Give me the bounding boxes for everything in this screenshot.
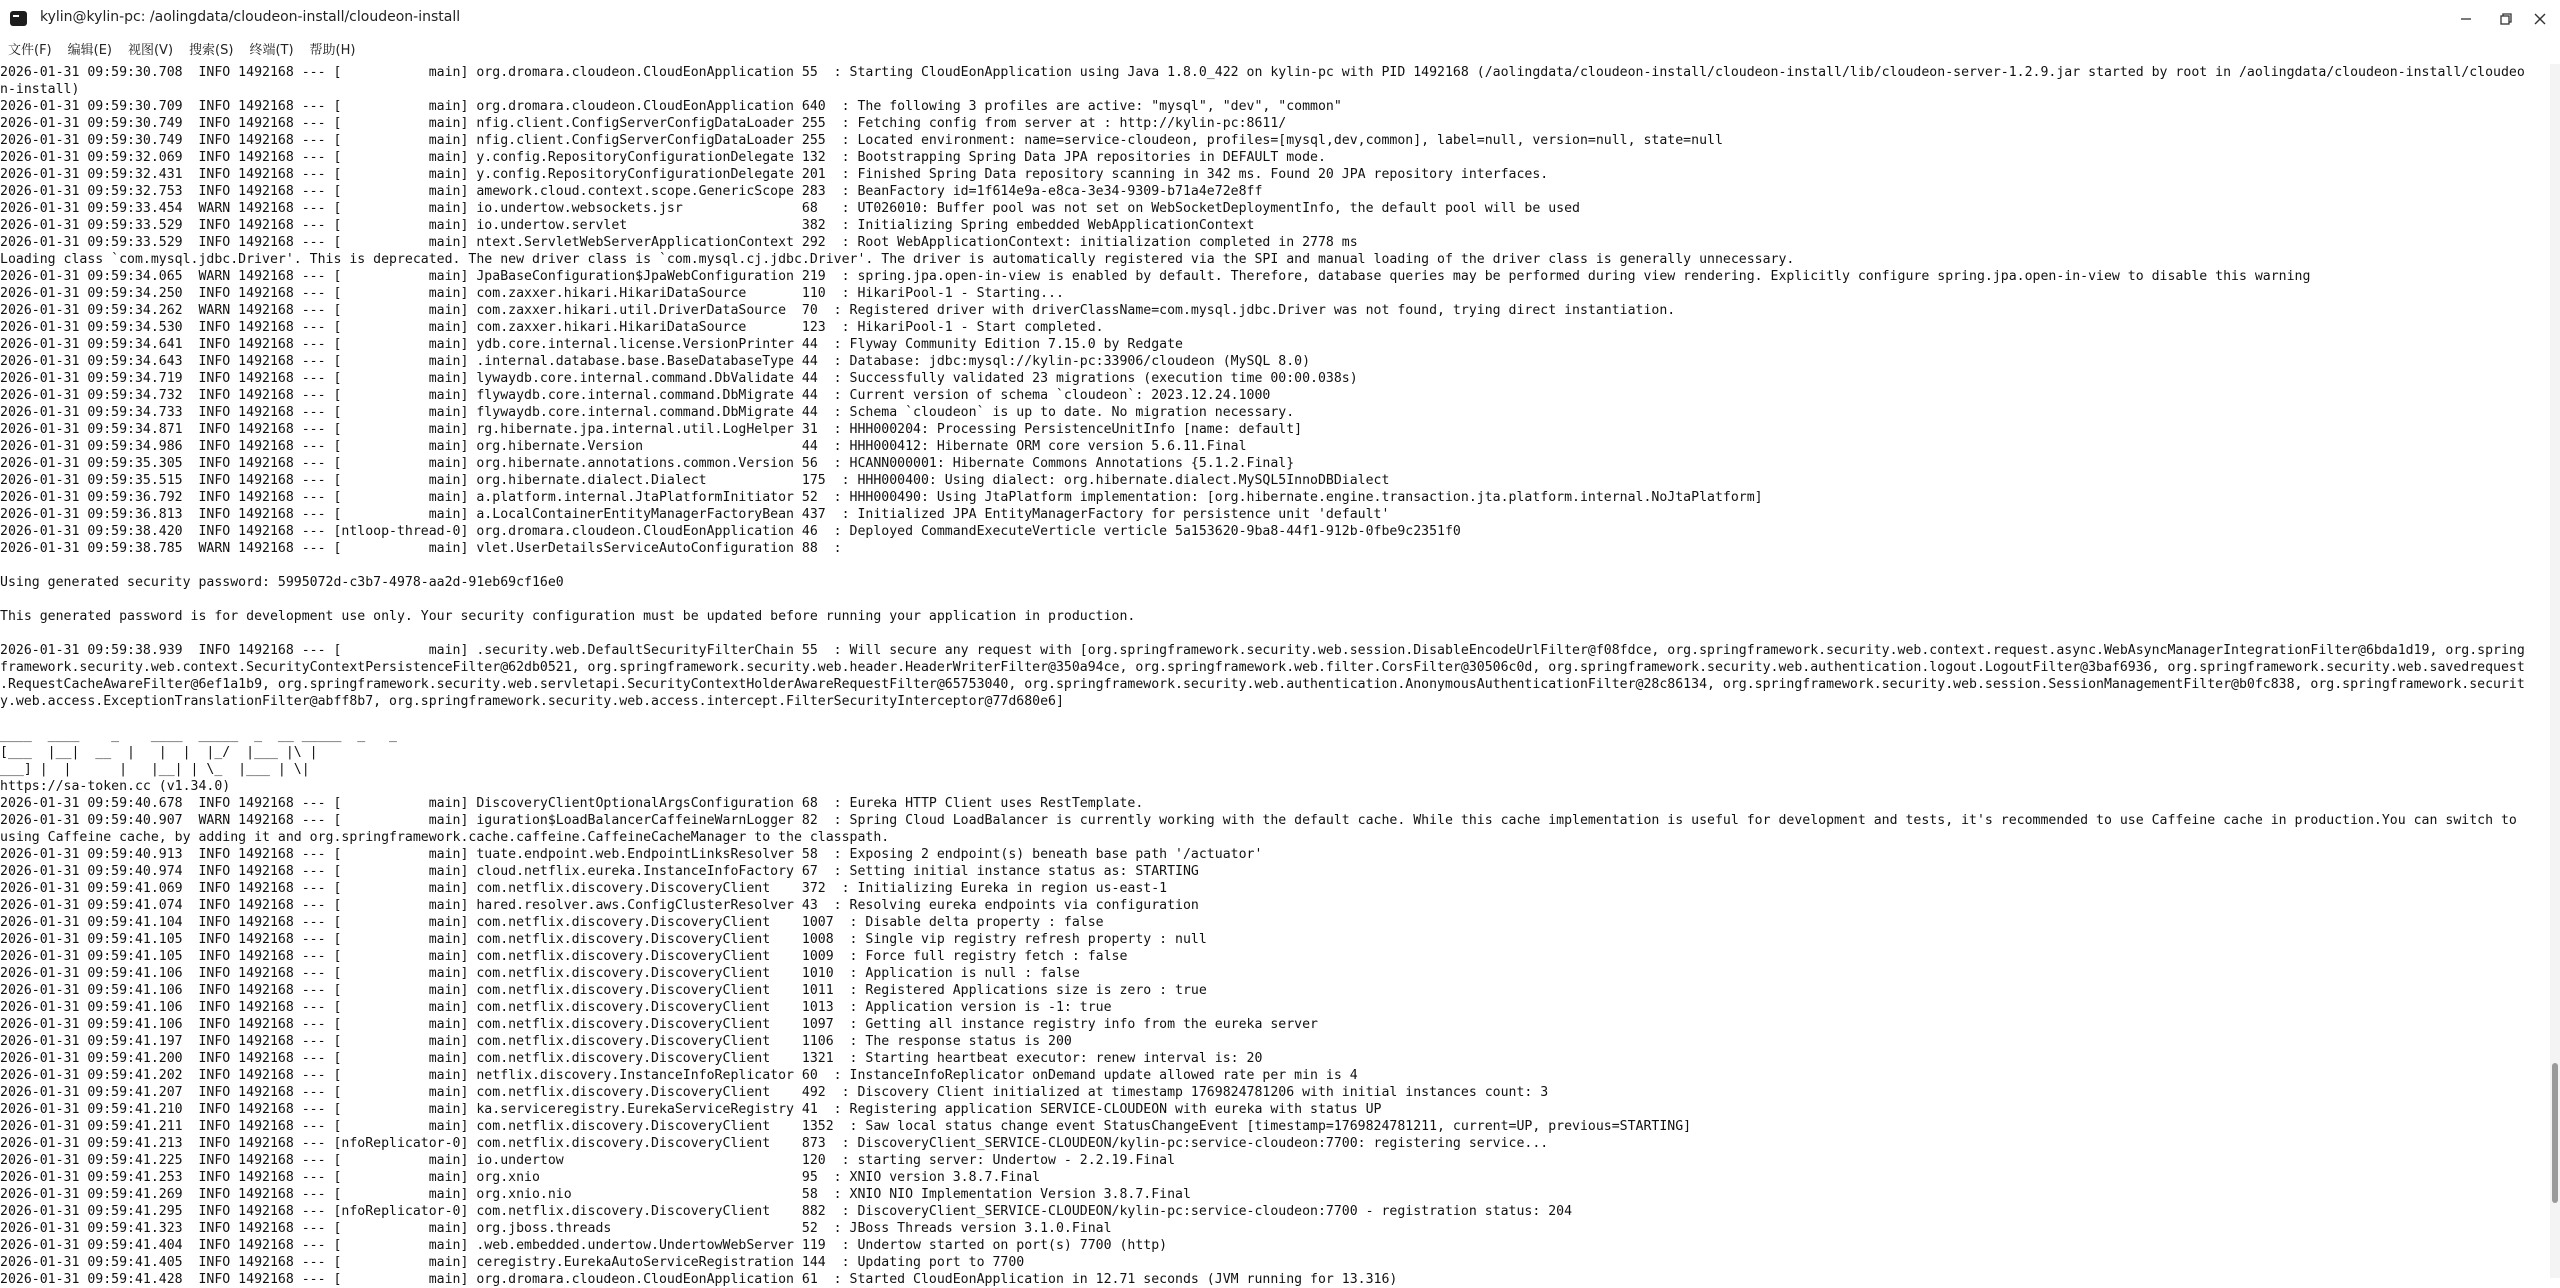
terminal-line: 2026-01-31 09:59:40.678 INFO 1492168 --- [ main] DiscoveryClientOptionalArgsConfiguration 68 : Eureka HTTP Client uses RestTemplate.: [0, 796, 1144, 811]
terminal-line: 2026-01-31 09:59:41.405 INFO 1492168 --- [ main] ceregistry.EurekaAutoServiceRegistration 144 : Updating port to 7700: [0, 1255, 1025, 1270]
terminal-line: 2026-01-31 09:59:41.428 INFO 1492168 --- [ main] org.dromara.cloudeon.CloudEonApplication 61 : Started CloudEonApplication in 12.71 seconds (JVM running for 13.316): [0, 1272, 1398, 1287]
terminal-line: 2026-01-31 09:59:38.939 INFO 1492168 --- [ main] .security.web.DefaultSecurityFilterChain 55 : Will secure any request with [org.springframework.security.web.session.DisableEncodeUrlFilter@f08fdce, org.springframework.security.web.context.request.async.WebAsyncManagerIntegrationFilter@6bda1d19, org.spring: [0, 643, 2525, 658]
terminal-line: 2026-01-31 09:59:34.986 INFO 1492168 --- [ main] org.hibernate.Version 44 : HHH000412: Hibernate ORM core version 5.6.11.Final: [0, 439, 1247, 454]
terminal-line: 2026-01-31 09:59:41.202 INFO 1492168 --- [ main] netflix.discovery.InstanceInfoReplicator 60 : InstanceInfoReplicator onDemand update allowed rate per min is 4: [0, 1068, 1358, 1083]
terminal-line: 2026-01-31 09:59:40.907 WARN 1492168 --- [ main] iguration$LoadBalancerCaffeineWarnLogger 82 : Spring Cloud LoadBalancer is currently working with the default cache. While this cache implementation is useful for development and tests, it's recommended to use Caffeine cache in production.You can switch to: [0, 813, 2517, 828]
terminal-line: 2026-01-31 09:59:36.792 INFO 1492168 --- [ main] a.platform.internal.JtaPlatformInitiator 52 : HHH000490: Using JtaPlatform implementation: [org.hibernate.engine.transaction.jta.platform.internal.NoJtaPlatform]: [0, 490, 1763, 505]
menu-view[interactable]: 视图(V): [127, 43, 174, 58]
terminal-line: 2026-01-31 09:59:41.106 INFO 1492168 --- [ main] com.netflix.discovery.DiscoveryClient 1011 : Registered Applications size is zero : true: [0, 983, 1207, 998]
terminal-line: [0, 591, 2550, 608]
terminal-line: 2026-01-31 09:59:41.323 INFO 1492168 --- [ main] org.jboss.threads 52 : JBoss Threads version 3.1.0.Final: [0, 1221, 1112, 1236]
terminal-line: 2026-01-31 09:59:40.974 INFO 1492168 --- [ main] cloud.netflix.eureka.InstanceInfoFactory 67 : Setting initial instance status as: STARTING: [0, 864, 1199, 879]
terminal-line: 2026-01-31 09:59:41.211 INFO 1492168 --- [ main] com.netflix.discovery.DiscoveryClient 1352 : Saw local status change event StatusChangeEvent [timestamp=1769824781211, current=UP, previous=STARTING]: [0, 1119, 1692, 1134]
terminal-line: 2026-01-31 09:59:41.269 INFO 1492168 --- [ main] org.xnio.nio 58 : XNIO NIO Implementation Version 3.8.7.Final: [0, 1187, 1191, 1202]
terminal-line: 2026-01-31 09:59:30.749 INFO 1492168 --- [ main] nfig.client.ConfigServerConfigDataLoader 255 : Located environment: name=service-cloudeon, profiles=[mysql,dev,common], label=null, version=null, state=null: [0, 133, 1723, 148]
terminal-line: framework.security.web.context.SecurityContextPersistenceFilter@62db0521, org.springframework.security.web.header.HeaderWriterFilter@350a94ce, org.springframework.web.filter.CorsFilter@30506c0d, org.springframework.security.web.authentication.logout.LogoutFilter@3baf6936, org.springframework.security.web.savedrequest: [0, 660, 2525, 675]
terminal-line: ____ ____ _ ____ _____ _ __ _____ _ _: [0, 728, 397, 743]
terminal-line: 2026-01-31 09:59:34.719 INFO 1492168 --- [ main] lywaydb.core.internal.command.DbValidate 44 : Successfully validated 23 migrations (execution time 00:00.038s): [0, 371, 1358, 386]
terminal-line: 2026-01-31 09:59:41.207 INFO 1492168 --- [ main] com.netflix.discovery.DiscoveryClient 492 : Discovery Client initialized at timestamp 1769824781206 with initial instances count: 3: [0, 1085, 1549, 1100]
terminal-line: 2026-01-31 09:59:30.749 INFO 1492168 --- [ main] nfig.client.ConfigServerConfigDataLoader 255 : Fetching config from server at : http://kylin-pc:8611/: [0, 116, 1287, 131]
terminal-line: https://sa-token.cc (v1.34.0): [0, 779, 231, 794]
terminal-line: 2026-01-31 09:59:34.262 WARN 1492168 --- [ main] com.zaxxer.hikari.util.DriverDataSource 70 : Registered driver with driverClassName=com.mysql.jdbc.Driver was not found, trying direct instantiation.: [0, 303, 1676, 318]
terminal-line: 2026-01-31 09:59:30.708 INFO 1492168 --- [ main] org.dromara.cloudeon.CloudEonApplication 55 : Starting CloudEonApplication using Java 1.8.0_422 on kylin-pc with PID 1492168 (/aolingdata/cloudeon-install/cloudeon-install/lib/cloudeon-server-1.2.9.jar started by root in /aolingdata/cloudeon-install/cloudeo: [0, 65, 2525, 80]
menu-help[interactable]: 帮助(H): [309, 43, 356, 58]
terminal-line: 2026-01-31 09:59:41.104 INFO 1492168 --- [ main] com.netflix.discovery.DiscoveryClient 1007 : Disable delta property : false: [0, 915, 1104, 930]
terminal-line: Using generated security password: 5995072d-c3b7-4978-aa2d-91eb69cf16e0: [0, 575, 564, 590]
terminal-output[interactable]: [0, 64, 2550, 1287]
terminal-line: 2026-01-31 09:59:34.643 INFO 1492168 --- [ main] .internal.database.base.BaseDatabaseType 44 : Database: jdbc:mysql://kylin-pc:33906/cloudeon (MySQL 8.0): [0, 354, 1311, 369]
terminal-line: 2026-01-31 09:59:41.106 INFO 1492168 --- [ main] com.netflix.discovery.DiscoveryClient 1013 : Application version is -1: true: [0, 1000, 1112, 1015]
terminal-line: 2026-01-31 09:59:41.105 INFO 1492168 --- [ main] com.netflix.discovery.DiscoveryClient 1008 : Single vip registry refresh property : null: [0, 932, 1207, 947]
terminal-line: n-install): [0, 82, 80, 97]
close-button[interactable]: [2524, 3, 2556, 35]
terminal-line: 2026-01-31 09:59:41.253 INFO 1492168 --- [ main] org.xnio 95 : XNIO version 3.8.7.Final: [0, 1170, 1041, 1185]
terminal-line: 2026-01-31 09:59:36.813 INFO 1492168 --- [ main] a.LocalContainerEntityManagerFactoryBean 437 : Initialized JPA EntityManagerFactory for persistence unit 'default': [0, 507, 1390, 522]
terminal-line: [0, 625, 2550, 642]
terminal-line: 2026-01-31 09:59:38.785 WARN 1492168 --- [ main] vlet.UserDetailsServiceAutoConfiguration 88 :: [0, 541, 842, 556]
terminal-line: using Caffeine cache, by adding it and org.springframework.cache.caffeine.CaffeineCacheManager to the classpath.: [0, 830, 890, 845]
terminal-line: ___] | | | |__| | \_ |___ | \|: [0, 762, 310, 777]
terminal-line: 2026-01-31 09:59:41.105 INFO 1492168 --- [ main] com.netflix.discovery.DiscoveryClient 1009 : Force full registry fetch : false: [0, 949, 1128, 964]
terminal-line: 2026-01-31 09:59:32.069 INFO 1492168 --- [ main] y.config.RepositoryConfigurationDelegate 132 : Bootstrapping Spring Data JPA repositories in DEFAULT mode.: [0, 150, 1326, 165]
terminal-line: [0, 557, 2550, 574]
terminal-line: 2026-01-31 09:59:41.225 INFO 1492168 --- [ main] io.undertow 120 : starting server: Undertow - 2.2.19.Final: [0, 1153, 1176, 1168]
terminal-line: 2026-01-31 09:59:41.106 INFO 1492168 --- [ main] com.netflix.discovery.DiscoveryClient 1010 : Application is null : false: [0, 966, 1080, 981]
terminal-line: 2026-01-31 09:59:41.213 INFO 1492168 --- [nfoReplicator-0] com.netflix.discovery.DiscoveryClient 873 : DiscoveryClient_SERVICE-CLOUDEON/kylin-pc:service-cloudeon:7700: registering service...: [0, 1136, 1549, 1151]
terminal-line: [___ |__| __ | | | |_/ |___ |\ |: [0, 745, 318, 760]
terminal-line: 2026-01-31 09:59:34.641 INFO 1492168 --- [ main] ydb.core.internal.license.VersionPrinter 44 : Flyway Community Edition 7.15.0 by Redgate: [0, 337, 1183, 352]
terminal-line: 2026-01-31 09:59:35.515 INFO 1492168 --- [ main] org.hibernate.dialect.Dialect 175 : HHH000400: Using dialect: org.hibernate.dialect.MySQL5InnoDBDialect: [0, 473, 1390, 488]
menu-bar: [0, 38, 2560, 64]
terminal-line: 2026-01-31 09:59:41.200 INFO 1492168 --- [ main] com.netflix.discovery.DiscoveryClient 1321 : Starting heartbeat executor: renew interval is: 20: [0, 1051, 1263, 1066]
terminal-line: 2026-01-31 09:59:40.913 INFO 1492168 --- [ main] tuate.endpoint.web.EndpointLinksResolver 58 : Exposing 2 endpoint(s) beneath base path '/actuator': [0, 847, 1263, 862]
menu-file[interactable]: 文件(F): [8, 43, 52, 58]
terminal-line: 2026-01-31 09:59:41.197 INFO 1492168 --- [ main] com.netflix.discovery.DiscoveryClient 1106 : The response status is 200: [0, 1034, 1072, 1049]
terminal-line: 2026-01-31 09:59:35.305 INFO 1492168 --- [ main] org.hibernate.annotations.common.Version 56 : HCANN000001: Hibernate Commons Annotations {5.1.2.Final}: [0, 456, 1295, 471]
terminal-app-icon: [10, 11, 27, 26]
terminal-line: 2026-01-31 09:59:33.529 INFO 1492168 --- [ main] ntext.ServletWebServerApplicationContext 292 : Root WebApplicationContext: initialization completed in 2778 ms: [0, 235, 1358, 250]
terminal-line: .RequestCacheAwareFilter@6ef1a1b9, org.springframework.security.web.servletapi.SecurityContextHolderAwareRequestFilter@65753040, org.springframework.security.web.authentication.AnonymousAuthenticationFilter@28c86134, org.springframework.security.web.session.SessionManagementFilter@b0fc838, org.springframework.securit: [0, 677, 2525, 692]
minimize-button[interactable]: [2450, 3, 2482, 35]
menu-terminal[interactable]: 终端(T): [249, 43, 294, 58]
terminal-line: 2026-01-31 09:59:41.069 INFO 1492168 --- [ main] com.netflix.discovery.DiscoveryClient 372 : Initializing Eureka in region us-east-1: [0, 881, 1168, 896]
terminal-line: 2026-01-31 09:59:41.295 INFO 1492168 --- [nfoReplicator-0] com.netflix.discovery.DiscoveryClient 882 : DiscoveryClient_SERVICE-CLOUDEON/kylin-pc:service-cloudeon:7700 - registration status: 204: [0, 1204, 1573, 1219]
terminal-line: 2026-01-31 09:59:41.106 INFO 1492168 --- [ main] com.netflix.discovery.DiscoveryClient 1097 : Getting all instance registry info from the eureka server: [0, 1017, 1318, 1032]
terminal-line: 2026-01-31 09:59:41.074 INFO 1492168 --- [ main] hared.resolver.aws.ConfigClusterResolver 43 : Resolving eureka endpoints via configuration: [0, 898, 1199, 913]
terminal-line: 2026-01-31 09:59:34.530 INFO 1492168 --- [ main] com.zaxxer.hikari.HikariDataSource 123 : HikariPool-1 - Start completed.: [0, 320, 1104, 335]
terminal-line: 2026-01-31 09:59:34.732 INFO 1492168 --- [ main] flywaydb.core.internal.command.DbMigrate 44 : Current version of schema `cloudeon`: 2023.12.24.1000: [0, 388, 1271, 403]
terminal-line: 2026-01-31 09:59:38.420 INFO 1492168 --- [ntloop-thread-0] org.dromara.cloudeon.CloudEonApplication 46 : Deployed CommandExecuteVerticle verticle 5a153620-9ba8-44f1-912b-0fbe9c2351f0: [0, 524, 1461, 539]
terminal-line: [0, 710, 2550, 727]
minimize-icon: [2459, 12, 2473, 26]
vertical-scrollbar[interactable]: [2550, 64, 2560, 1278]
window-title: kylin@kylin-pc: /aolingdata/cloudeon-install/cloudeon-install: [40, 9, 461, 25]
menu-edit[interactable]: 编辑(E): [67, 43, 112, 58]
restore-icon: [2499, 12, 2513, 26]
terminal-line: Loading class `com.mysql.jdbc.Driver'. This is deprecated. The new driver class is `com.mysql.cj.jdbc.Driver'. The driver is automatically registered via the SPI and manual loading of the driver class is generally unnecessary.: [0, 252, 1795, 267]
terminal-line: 2026-01-31 09:59:41.210 INFO 1492168 --- [ main] ka.serviceregistry.EurekaServiceRegistry 41 : Registering application SERVICE-CLOUDEON with eureka with status UP: [0, 1102, 1382, 1117]
terminal-line: 2026-01-31 09:59:34.733 INFO 1492168 --- [ main] flywaydb.core.internal.command.DbMigrate 44 : Schema `cloudeon` is up to date. No migration necessary.: [0, 405, 1295, 420]
menu-search[interactable]: 搜索(S): [189, 43, 234, 58]
terminal-line: 2026-01-31 09:59:33.529 INFO 1492168 --- [ main] io.undertow.servlet 382 : Initializing Spring embedded WebApplicationContext: [0, 218, 1255, 233]
terminal-line: 2026-01-31 09:59:34.065 WARN 1492168 --- [ main] JpaBaseConfiguration$JpaWebConfiguration 219 : spring.jpa.open-in-view is enabled by default. Therefore, database queries may be performed during view rendering. Explicitly configure spring.jpa.open-in-view to disable this warning: [0, 269, 2311, 284]
terminal-line: y.web.access.ExceptionTranslationFilter@abff8b7, org.springframework.security.web.access.intercept.FilterSecurityInterceptor@77d680e6]: [0, 694, 1064, 709]
terminal-line: 2026-01-31 09:59:30.709 INFO 1492168 --- [ main] org.dromara.cloudeon.CloudEonApplication 640 : The following 3 profiles are active: "mysql", "dev", "common": [0, 99, 1342, 114]
terminal-line: 2026-01-31 09:59:33.454 WARN 1492168 --- [ main] io.undertow.websockets.jsr 68 : UT026010: Buffer pool was not set on WebSocketDeploymentInfo, the default pool will be used: [0, 201, 1580, 216]
terminal-line: This generated password is for development use only. Your security configuration must be updated before running your application in production.: [0, 609, 1136, 624]
scrollbar-thumb[interactable]: [2552, 1063, 2558, 1203]
window-titlebar: [0, 0, 2560, 38]
terminal-line: 2026-01-31 09:59:41.404 INFO 1492168 --- [ main] .web.embedded.undertow.UndertowWebServer 119 : Undertow started on port(s) 7700 (http): [0, 1238, 1168, 1253]
close-icon: [2533, 12, 2547, 26]
terminal-line: 2026-01-31 09:59:32.431 INFO 1492168 --- [ main] y.config.RepositoryConfigurationDelegate 201 : Finished Spring Data repository scanning in 342 ms. Found 20 JPA repository interfaces.: [0, 167, 1549, 182]
terminal-line: 2026-01-31 09:59:32.753 INFO 1492168 --- [ main] amework.cloud.context.scope.GenericScope 283 : BeanFactory id=1f614e9a-e8ca-3e34-9309-b71a4e72e8ff: [0, 184, 1263, 199]
terminal-line: 2026-01-31 09:59:34.250 INFO 1492168 --- [ main] com.zaxxer.hikari.HikariDataSource 110 : HikariPool-1 - Starting...: [0, 286, 1064, 301]
terminal-line: 2026-01-31 09:59:34.871 INFO 1492168 --- [ main] rg.hibernate.jpa.internal.util.LogHelper 31 : HHH000204: Processing PersistenceUnitInfo [name: default]: [0, 422, 1303, 437]
restore-button[interactable]: [2490, 3, 2522, 35]
